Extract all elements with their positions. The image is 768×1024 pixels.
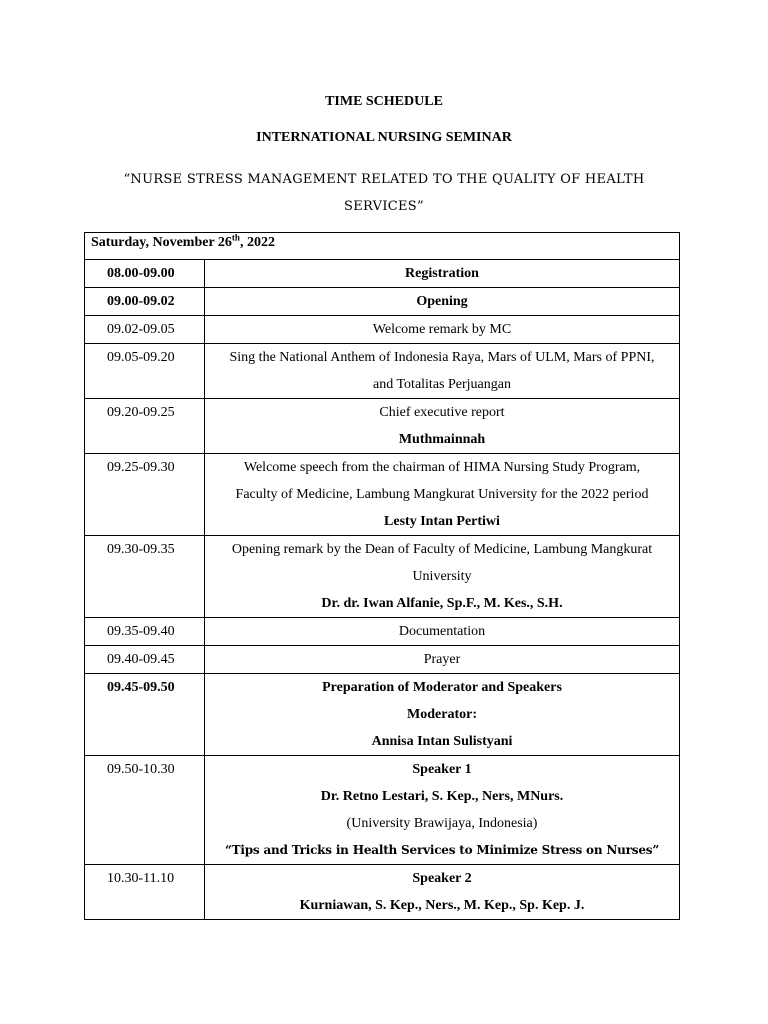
speaker-label: Speaker 1	[412, 762, 472, 777]
activity-label: Sing the National Anthem of Indonesia Raya, Mars of ULM, Mars of PPNI,	[229, 350, 655, 365]
time-cell: 09.40-09.45	[85, 646, 205, 674]
speaker-label: Speaker 2	[412, 871, 472, 886]
time-cell: 08.00-09.00	[85, 260, 205, 288]
activity-cell	[205, 454, 680, 536]
moderator-label: Moderator:	[407, 707, 477, 722]
table-row	[85, 865, 680, 920]
date-row	[85, 233, 680, 260]
time-cell: 09.50-10.30	[85, 756, 205, 865]
activity-label: and Totalitas Perjuangan	[373, 377, 511, 392]
presenter-name: Muthmainnah	[398, 432, 486, 447]
schedule-table	[84, 232, 680, 920]
speaker-name: Kurniawan, S. Kep., Ners., M. Kep., Sp. Kep. J.	[299, 898, 585, 913]
activity-label: Preparation of Moderator and Speakers	[322, 680, 562, 695]
activity-cell	[205, 646, 680, 674]
activity-label: University	[412, 569, 472, 584]
activity-cell	[205, 344, 680, 399]
activity-label: Opening	[416, 294, 468, 309]
table-row	[85, 316, 680, 344]
time-cell: 09.05-09.20	[85, 344, 205, 399]
seminar-theme: “NURSE STRESS MANAGEMENT RELATED TO THE QUALITY OF HEALTH SERVICES”	[123, 172, 645, 214]
table-row	[85, 618, 680, 646]
date-cell	[85, 233, 680, 260]
speaker-affiliation: (University Brawijaya, Indonesia)	[346, 816, 538, 831]
table-row	[85, 260, 680, 288]
table-row	[85, 399, 680, 454]
presenter-name: Lesty Intan Pertiwi	[384, 514, 500, 529]
time-cell: 09.20-09.25	[85, 399, 205, 454]
table-row	[85, 536, 680, 618]
table-row	[85, 756, 680, 865]
time-cell: 09.25-09.30	[85, 454, 205, 536]
activity-label: Opening remark by the Dean of Faculty of Medicine, Lambung Mangkurat	[231, 542, 653, 557]
activity-label: Welcome remark by MC	[372, 322, 512, 337]
activity-label: Registration	[405, 266, 479, 281]
time-cell: 09.30-09.35	[85, 536, 205, 618]
activity-cell	[205, 316, 680, 344]
time-cell: 09.00-09.02	[85, 288, 205, 316]
activity-label: Documentation	[398, 624, 486, 639]
activity-label: Chief executive report	[379, 405, 505, 420]
activity-cell	[205, 618, 680, 646]
activity-cell	[205, 399, 680, 454]
date-year: , 2022	[239, 235, 275, 250]
date-ordinal: th	[231, 232, 240, 243]
talk-title: “Tips and Tricks in Health Services to Minimize Stress on Nurses”	[224, 843, 660, 857]
moderator-name: Annisa Intan Sulistyani	[371, 734, 513, 749]
table-row	[85, 288, 680, 316]
activity-cell	[205, 288, 680, 316]
presenter-name: Dr. dr. Iwan Alfanie, Sp.F., M. Kes., S.H.	[321, 596, 563, 611]
speaker-name: Dr. Retno Lestari, S. Kep., Ners, MNurs.	[320, 789, 564, 804]
activity-cell	[205, 756, 680, 865]
schedule-title: TIME SCHEDULE	[325, 94, 443, 109]
time-cell: 09.35-09.40	[85, 618, 205, 646]
activity-label: Faculty of Medicine, Lambung Mangkurat University for the 2022 period	[235, 487, 649, 502]
table-row	[85, 344, 680, 399]
time-cell: 09.45-09.50	[85, 674, 205, 756]
activity-cell	[205, 260, 680, 288]
activity-cell	[205, 865, 680, 920]
activity-label: Welcome speech from the chairman of HIMA Nursing Study Program,	[243, 460, 641, 475]
time-cell: 10.30-11.10	[85, 865, 205, 920]
time-cell: 09.02-09.05	[85, 316, 205, 344]
activity-label: Prayer	[423, 652, 461, 667]
table-row	[85, 674, 680, 756]
seminar-name: INTERNATIONAL NURSING SEMINAR	[256, 130, 512, 145]
table-row	[85, 454, 680, 536]
date-text: Saturday, November 26	[91, 235, 232, 250]
activity-cell	[205, 536, 680, 618]
activity-cell	[205, 674, 680, 756]
table-row	[85, 646, 680, 674]
